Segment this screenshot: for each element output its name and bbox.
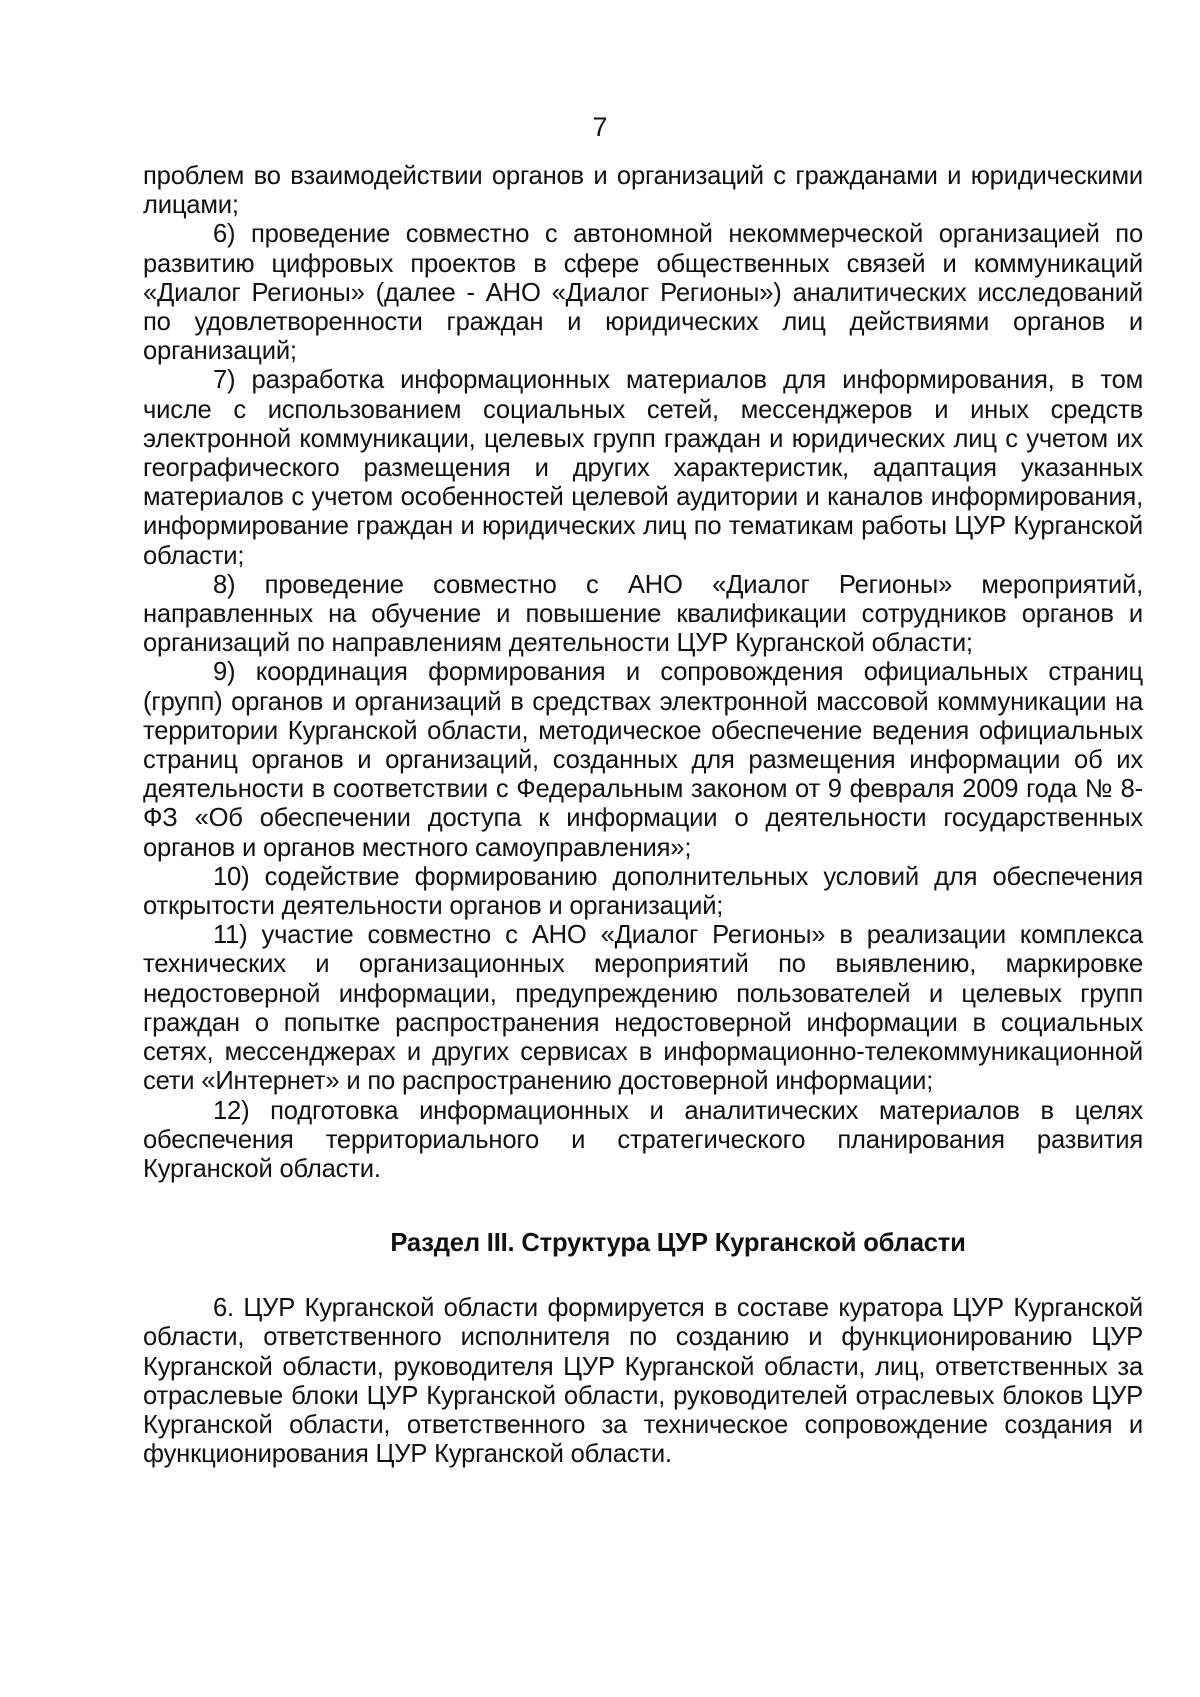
list-item-11: 11) участие совместно с АНО «Диалог Регионы» в реализации комплекса технических и организационных мероприятий по выявлению, маркировке недостоверной информации, предупреждению пользователей и целевых групп граждан о попытке распространения недостоверной информации в социальных сетях, мессенджерах и других сервисах в информационно-телекоммуникационной сети «Интернет» и по распространению достоверной информации; [143, 921, 1143, 1096]
list-item-6: 6) проведение совместно с автономной некоммерческой организацией по развитию цифровых проектов в сфере общественных связей и коммуникаций «Диалог Регионы» (далее - АНО «Диалог Регионы») аналитических исследований по удовлетворенности граждан и юридических лиц действиями органов и организаций; [143, 220, 1143, 366]
page-number: 7 [592, 112, 608, 142]
document-body [143, 162, 1143, 1469]
list-item-10: 10) содействие формированию дополнительных условий для обеспечения открытости деятельности органов и организаций; [143, 862, 1143, 921]
section-heading: Раздел III. Структура ЦУР Курганской области [390, 1229, 966, 1258]
paragraph-continuation: проблем во взаимодействии органов и организаций с гражданами и юридическими лицами; [143, 162, 1143, 220]
list-item-12: 12) подготовка информационных и аналитических материалов в целях обеспечения территориального и стратегического планирования развития Курганской области. [143, 1096, 1143, 1183]
list-item-7: 7) разработка информационных материалов для информирования, в том числе с использованием социальных сетей, мессенджеров и иных средств электронной коммуникации, целевых групп граждан и юридических лиц с учетом их географического размещения и других характеристик, адаптация указанных материалов с учетом особенностей целевой аудитории и каналов информирования, информирование граждан и юридических лиц по тематикам работы ЦУР Курганской области; [143, 366, 1143, 570]
section-paragraph-6: 6. ЦУР Курганской области формируется в составе куратора ЦУР Курганской области, ответственного исполнителя по созданию и функционированию ЦУР Курганской области, руководителя ЦУР Курганской области, лиц, ответственных за отраслевые блоки ЦУР Курганской области, руководителей отраслевых блоков ЦУР Курганской области, ответственного за техническое сопровождение создания и функционирования ЦУР Курганской области. [143, 1294, 1143, 1469]
list-item-8: 8) проведение совместно с АНО «Диалог Регионы» мероприятий, направленных на обучение и повышение квалификации сотрудников органов и организаций по направлениям деятельности ЦУР Курганской области; [143, 570, 1143, 658]
list-item-9: 9) координация формирования и сопровождения официальных страниц (групп) органов и организаций в средствах электронной массовой коммуникации на территории Курганской области, методическое обеспечение ведения официальных страниц органов и организаций, созданных для размещения информации об их деятельности в соответствии с Федеральным законом от 9 февраля 2009 года № 8-ФЗ «Об обеспечении доступа к информации о деятельности государственных органов и органов местного самоуправления»; [143, 658, 1143, 862]
